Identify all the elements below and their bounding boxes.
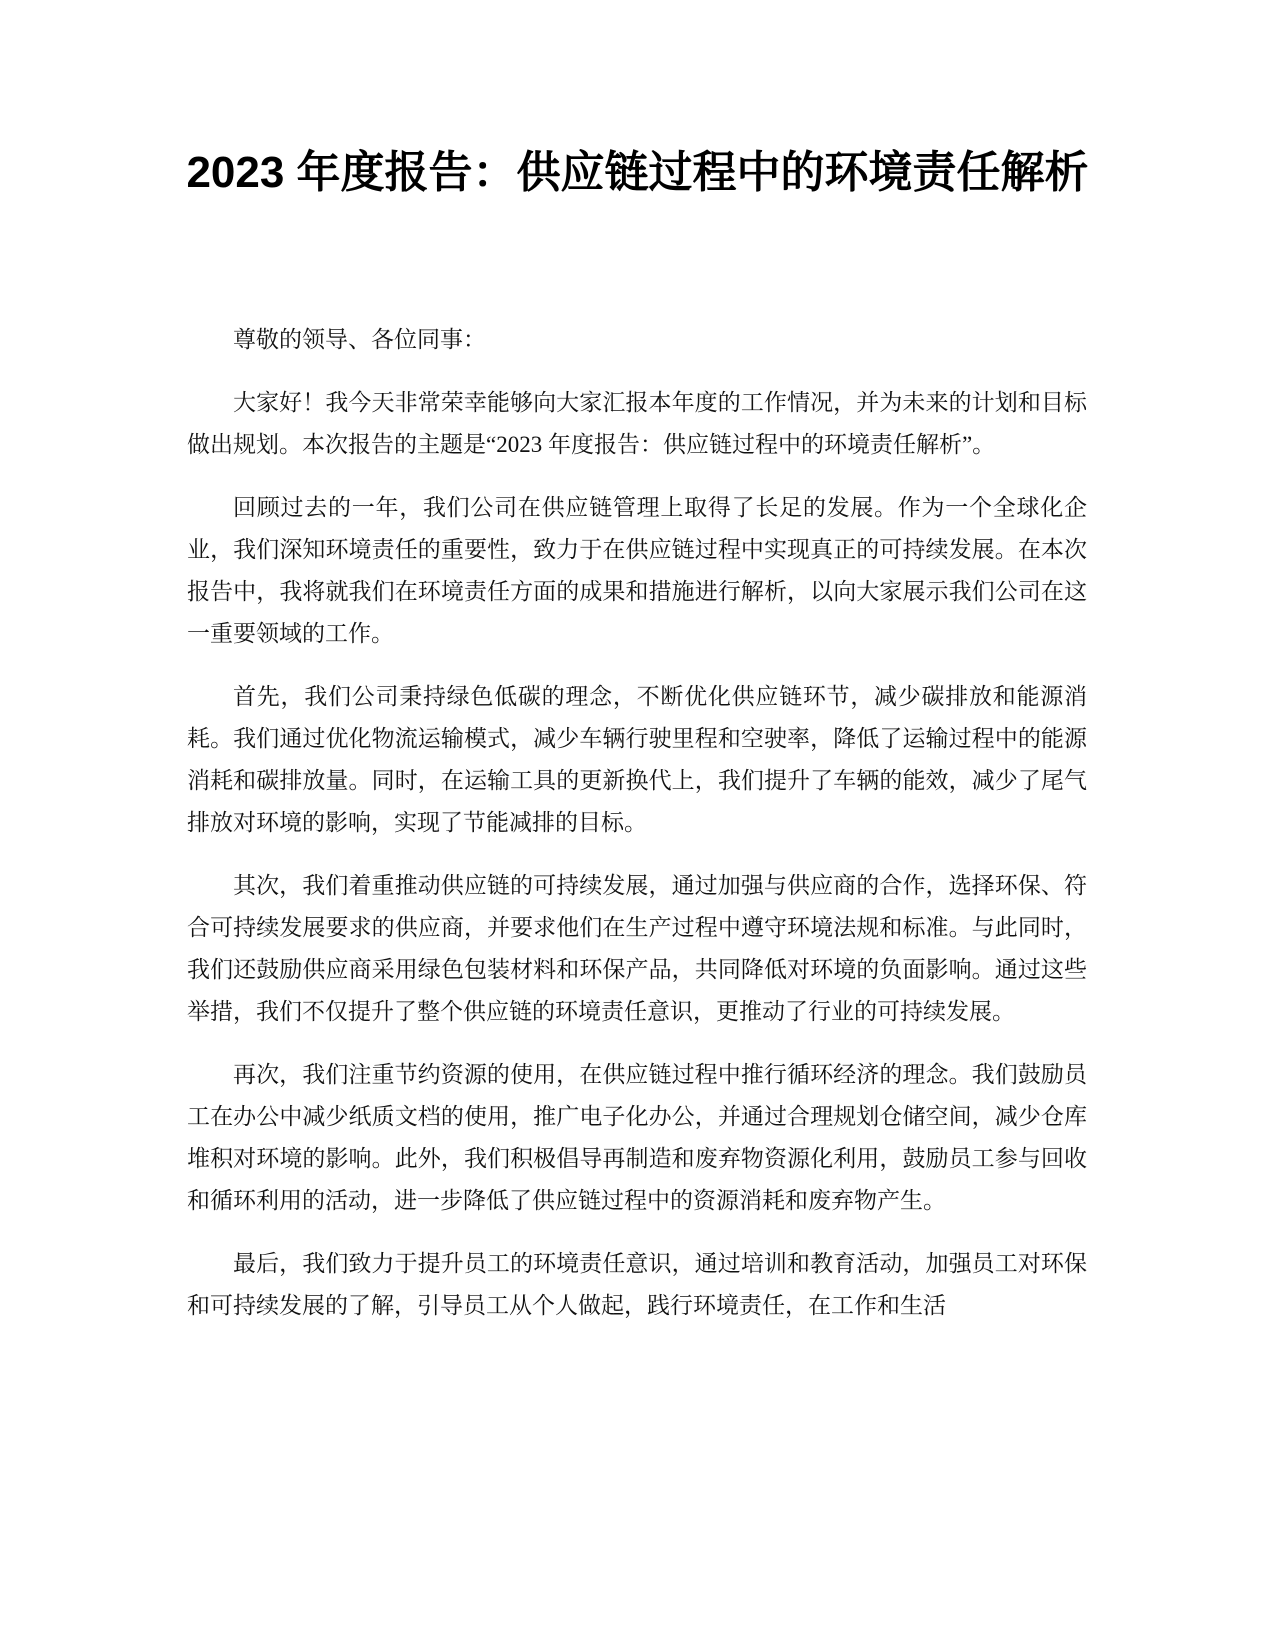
second-point-paragraph: 其次，我们着重推动供应链的可持续发展，通过加强与供应商的合作，选择环保、符合可持续发展要求的供应商，并要求他们在生产过程中遵守环境法规和标准。与此同时，我们还鼓励供应商采用绿色包装材料和环保产品，共同降低对环境的负面影响。通过这些举措，我们不仅提升了整个供应链的环境责任意识，更推动了行业的可持续发展。	[187, 873, 1087, 1024]
document-title: 2023 年度报告：供应链过程中的环境责任解析	[186, 148, 1089, 197]
review-paragraph: 回顾过去的一年，我们公司在供应链管理上取得了长足的发展。作为一个全球化企业，我们深知环境责任的重要性，致力于在供应链过程中实现真正的可持续发展。在本次报告中，我将就我们在环境责任方面的成果和措施进行解析，以向大家展示我们公司在这一重要领域的工作。	[187, 495, 1087, 646]
salutation-paragraph: 尊敬的领导、各位同事：	[233, 327, 486, 352]
first-point-paragraph: 首先，我们公司秉持绿色低碳的理念，不断优化供应链环节，减少碳排放和能源消耗。我们通过优化物流运输模式，减少车辆行驶里程和空驶率，降低了运输过程中的能源消耗和碳排放量。同时，在运输工具的更新换代上，我们提升了车辆的能效，减少了尾气排放对环境的影响，实现了节能减排的目标。	[187, 684, 1087, 835]
final-point-paragraph: 最后，我们致力于提升员工的环境责任意识，通过培训和教育活动，加强员工对环保和可持续发展的了解，引导员工从个人做起，践行环境责任，在工作和生活	[187, 1251, 1087, 1318]
document-body	[187, 319, 1087, 1348]
third-point-paragraph: 再次，我们注重节约资源的使用，在供应链过程中推行循环经济的理念。我们鼓励员工在办公中减少纸质文档的使用，推广电子化办公，并通过合理规划仓储空间，减少仓库堆积对环境的影响。此外，我们积极倡导再制造和废弃物资源化利用，鼓励员工参与回收和循环利用的活动，进一步降低了供应链过程中的资源消耗和废弃物产生。	[187, 1062, 1087, 1213]
greeting-paragraph: 大家好！我今天非常荣幸能够向大家汇报本年度的工作情况，并为未来的计划和目标做出规划。本次报告的主题是“2023 年度报告：供应链过程中的环境责任解析”。	[187, 390, 1087, 457]
